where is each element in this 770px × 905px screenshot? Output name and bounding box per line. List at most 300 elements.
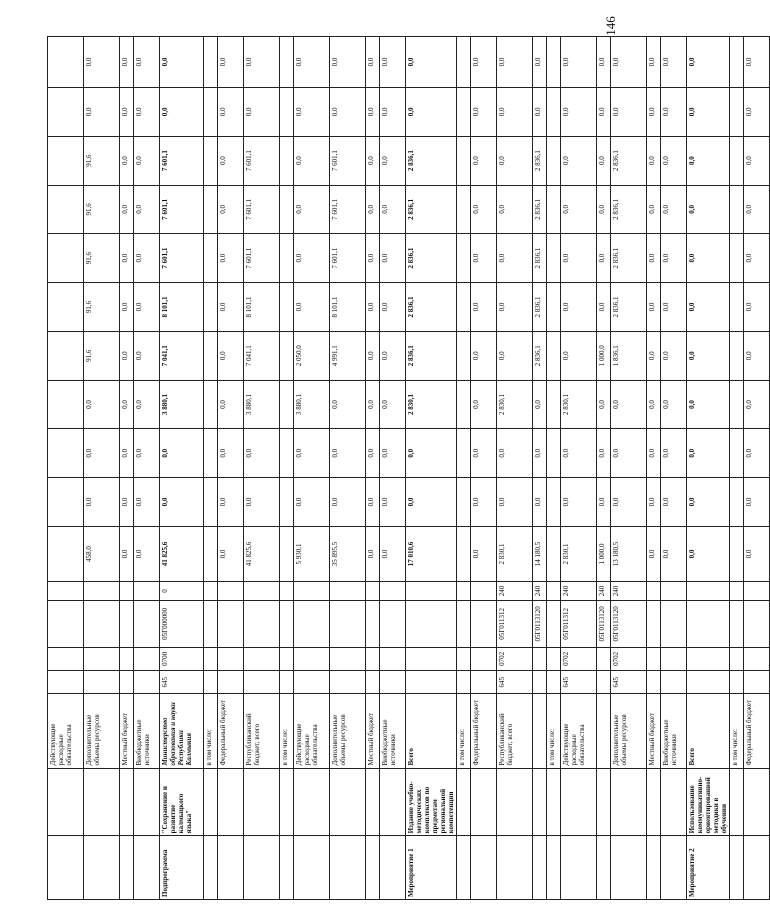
value-cell: 0,0 xyxy=(218,185,244,234)
value-cell xyxy=(457,37,471,88)
value-cell: 0,0 xyxy=(294,37,330,88)
csr-cell xyxy=(730,601,744,648)
csr-cell xyxy=(661,601,687,648)
value-cell: 0,0 xyxy=(218,526,244,581)
value-cell: 91,6 xyxy=(84,185,120,234)
value-cell: 0,0 xyxy=(687,331,730,380)
value-cell: 0,0 xyxy=(120,136,134,185)
rzpr-cell xyxy=(597,647,611,670)
value-cell xyxy=(457,87,471,136)
rzpr-cell xyxy=(294,647,330,670)
value-cell xyxy=(730,478,744,527)
status-cell xyxy=(561,836,597,900)
value-cell: 7 601,1 xyxy=(160,234,204,283)
value-cell: 2 836,1 xyxy=(406,136,457,185)
value-cell: 0,0 xyxy=(380,283,406,332)
value-cell xyxy=(547,380,561,429)
value-cell xyxy=(48,526,84,581)
source-cell xyxy=(533,694,547,768)
value-cell xyxy=(547,331,561,380)
value-cell: 0,0 xyxy=(120,526,134,581)
value-cell: 7 601,1 xyxy=(244,136,280,185)
value-cell: 1 000,0 xyxy=(597,331,611,380)
value-cell xyxy=(547,185,561,234)
value-cell: 0,0 xyxy=(597,380,611,429)
value-cell xyxy=(730,234,744,283)
table-row xyxy=(561,37,597,900)
value-cell xyxy=(730,380,744,429)
title-cell xyxy=(661,768,687,836)
vr-cell xyxy=(687,582,730,601)
rotated-page xyxy=(47,36,753,900)
value-cell: 13 180,5 xyxy=(611,526,647,581)
title-cell xyxy=(533,768,547,836)
value-cell: 0,0 xyxy=(597,283,611,332)
value-cell: 0,0 xyxy=(744,331,770,380)
value-cell xyxy=(457,136,471,185)
status-cell xyxy=(457,836,471,900)
value-cell: 0,0 xyxy=(471,478,497,527)
value-cell: 2 830,1 xyxy=(561,526,597,581)
grbs-cell xyxy=(647,671,661,694)
source-cell xyxy=(597,694,611,768)
value-cell xyxy=(280,380,294,429)
value-cell: 0,0 xyxy=(471,526,497,581)
value-cell: 7 601,1 xyxy=(160,136,204,185)
table-row xyxy=(744,37,770,900)
rzpr-cell xyxy=(547,647,561,670)
value-cell: 0,0 xyxy=(647,136,661,185)
value-cell: 2 836,1 xyxy=(611,283,647,332)
value-cell xyxy=(547,37,561,88)
title-cell xyxy=(134,768,160,836)
value-cell: 0,0 xyxy=(561,331,597,380)
status-cell xyxy=(380,836,406,900)
value-cell xyxy=(547,87,561,136)
csr-cell xyxy=(204,601,218,648)
title-cell xyxy=(380,768,406,836)
value-cell xyxy=(280,37,294,88)
vr-cell xyxy=(134,582,160,601)
value-cell: 0,0 xyxy=(366,87,380,136)
value-cell: 2 836,1 xyxy=(533,185,547,234)
value-cell xyxy=(547,526,561,581)
rzpr-cell xyxy=(661,647,687,670)
title-cell xyxy=(611,768,647,836)
title-cell xyxy=(84,768,120,836)
value-cell xyxy=(204,283,218,332)
source-cell: Местный бюджет xyxy=(120,694,134,768)
value-cell: 0,0 xyxy=(661,283,687,332)
status-cell xyxy=(597,836,611,900)
csr-cell xyxy=(366,601,380,648)
grbs-cell xyxy=(687,671,730,694)
value-cell: 0,0 xyxy=(533,478,547,527)
csr-cell xyxy=(218,601,244,648)
value-cell xyxy=(730,429,744,478)
table-row xyxy=(244,37,280,900)
status-cell: Подпрограмма xyxy=(160,836,204,900)
value-cell: 458,0 xyxy=(84,526,120,581)
vr-cell xyxy=(244,582,280,601)
value-cell xyxy=(48,283,84,332)
value-cell: 0,0 xyxy=(366,136,380,185)
source-cell: Министерство образования и науки Республики Калмыкия xyxy=(160,694,204,768)
value-cell: 0,0 xyxy=(597,478,611,527)
value-cell: 0,0 xyxy=(471,185,497,234)
status-cell xyxy=(218,836,244,900)
value-cell: 0,0 xyxy=(120,185,134,234)
value-cell: 0,0 xyxy=(497,478,533,527)
value-cell: 0,0 xyxy=(406,37,457,88)
value-cell: 2 836,1 xyxy=(406,185,457,234)
value-cell: 0,0 xyxy=(744,283,770,332)
grbs-cell xyxy=(134,671,160,694)
grbs-cell: 645 xyxy=(160,671,204,694)
csr-cell xyxy=(457,601,471,648)
value-cell: 0,0 xyxy=(330,87,366,136)
source-cell: Всего xyxy=(687,694,730,768)
value-cell: 5 930,1 xyxy=(294,526,330,581)
value-cell: 0,0 xyxy=(561,234,597,283)
vr-cell: 0 xyxy=(160,582,204,601)
value-cell: 0,0 xyxy=(120,429,134,478)
table-row xyxy=(547,37,561,900)
value-cell xyxy=(457,331,471,380)
rzpr-cell xyxy=(687,647,730,670)
title-cell: "Сохранение и развитие калмыцкого языка" xyxy=(160,768,204,836)
value-cell: 0,0 xyxy=(661,87,687,136)
value-cell: 14 180,5 xyxy=(533,526,547,581)
value-cell: 0,0 xyxy=(597,87,611,136)
rzpr-cell xyxy=(204,647,218,670)
value-cell: 2 830,1 xyxy=(497,380,533,429)
value-cell: 0,0 xyxy=(561,136,597,185)
vr-cell xyxy=(730,582,744,601)
value-cell: 0,0 xyxy=(561,478,597,527)
value-cell: 0,0 xyxy=(218,87,244,136)
status-cell xyxy=(497,836,533,900)
rzpr-cell: 0702 xyxy=(611,647,647,670)
value-cell: 0,0 xyxy=(380,37,406,88)
table-row xyxy=(533,37,547,900)
value-cell: 0,0 xyxy=(687,283,730,332)
value-cell xyxy=(547,283,561,332)
value-cell: 0,0 xyxy=(647,234,661,283)
value-cell: 0,0 xyxy=(744,478,770,527)
value-cell: 0,0 xyxy=(647,526,661,581)
value-cell xyxy=(730,136,744,185)
value-cell xyxy=(730,37,744,88)
table-row xyxy=(366,37,380,900)
vr-cell xyxy=(280,582,294,601)
title-cell xyxy=(244,768,280,836)
grbs-cell: 645 xyxy=(497,671,533,694)
csr-cell xyxy=(134,601,160,648)
vr-cell xyxy=(547,582,561,601)
value-cell: 2 836,1 xyxy=(406,331,457,380)
vr-cell: 240 xyxy=(611,582,647,601)
value-cell: 0,0 xyxy=(647,37,661,88)
value-cell: 0,0 xyxy=(744,380,770,429)
value-cell: 0,0 xyxy=(687,87,730,136)
table-row xyxy=(597,37,611,900)
table-row xyxy=(160,37,204,900)
value-cell: 0,0 xyxy=(471,234,497,283)
source-cell: Внебюджетные источники xyxy=(661,694,687,768)
value-cell: 0,0 xyxy=(647,87,661,136)
value-cell: 0,0 xyxy=(120,478,134,527)
value-cell: 0,0 xyxy=(160,429,204,478)
value-cell: 0,0 xyxy=(661,234,687,283)
value-cell: 0,0 xyxy=(218,136,244,185)
value-cell xyxy=(547,478,561,527)
grbs-cell xyxy=(533,671,547,694)
grbs-cell xyxy=(661,671,687,694)
value-cell: 0,0 xyxy=(611,87,647,136)
value-cell: 0,0 xyxy=(218,380,244,429)
csr-cell xyxy=(120,601,134,648)
value-cell: 7 041,1 xyxy=(160,331,204,380)
csr-cell xyxy=(647,601,661,648)
value-cell: 0,0 xyxy=(366,380,380,429)
source-cell: в том числе: xyxy=(730,694,744,768)
rzpr-cell xyxy=(730,647,744,670)
rzpr-cell xyxy=(744,647,770,670)
value-cell: 0,0 xyxy=(661,185,687,234)
value-cell: 0,0 xyxy=(647,380,661,429)
value-cell: 0,0 xyxy=(294,87,330,136)
value-cell: 0,0 xyxy=(406,87,457,136)
table-row xyxy=(218,37,244,900)
value-cell: 0,0 xyxy=(134,87,160,136)
value-cell: 0,0 xyxy=(611,478,647,527)
table-row xyxy=(611,37,647,900)
grbs-cell xyxy=(204,671,218,694)
csr-cell xyxy=(244,601,280,648)
value-cell: 0,0 xyxy=(471,380,497,429)
value-cell xyxy=(730,185,744,234)
value-cell: 0,0 xyxy=(380,234,406,283)
title-cell xyxy=(561,768,597,836)
table-row xyxy=(471,37,497,900)
value-cell xyxy=(457,380,471,429)
value-cell: 0,0 xyxy=(120,380,134,429)
value-cell xyxy=(730,87,744,136)
vr-cell xyxy=(744,582,770,601)
title-cell xyxy=(218,768,244,836)
value-cell: 0,0 xyxy=(497,37,533,88)
value-cell: 3 880,1 xyxy=(294,380,330,429)
budget-table xyxy=(47,36,770,900)
value-cell: 4 991,1 xyxy=(330,331,366,380)
grbs-cell xyxy=(730,671,744,694)
value-cell: 0,0 xyxy=(497,429,533,478)
csr-cell xyxy=(380,601,406,648)
title-cell xyxy=(280,768,294,836)
grbs-cell xyxy=(294,671,330,694)
source-cell: в том числе: xyxy=(547,694,561,768)
rzpr-cell xyxy=(406,647,457,670)
csr-cell xyxy=(406,601,457,648)
value-cell: 0,0 xyxy=(561,429,597,478)
value-cell: 7 601,1 xyxy=(330,234,366,283)
value-cell: 0,0 xyxy=(366,37,380,88)
csr-cell xyxy=(280,601,294,648)
value-cell: 0,0 xyxy=(611,37,647,88)
value-cell xyxy=(280,283,294,332)
csr-cell xyxy=(294,601,330,648)
vr-cell xyxy=(406,582,457,601)
value-cell xyxy=(730,283,744,332)
value-cell xyxy=(48,429,84,478)
value-cell: 41 825,6 xyxy=(244,526,280,581)
rzpr-cell xyxy=(218,647,244,670)
value-cell: 41 825,6 xyxy=(160,526,204,581)
value-cell: 0,0 xyxy=(497,185,533,234)
value-cell: 0,0 xyxy=(497,87,533,136)
vr-cell xyxy=(366,582,380,601)
vr-cell xyxy=(48,582,84,601)
value-cell xyxy=(280,526,294,581)
csr-cell xyxy=(48,601,84,648)
status-cell xyxy=(647,836,661,900)
rzpr-cell xyxy=(457,647,471,670)
value-cell: 0,0 xyxy=(497,234,533,283)
status-cell xyxy=(471,836,497,900)
value-cell: 0,0 xyxy=(134,136,160,185)
grbs-cell xyxy=(744,671,770,694)
value-cell: 0,0 xyxy=(244,87,280,136)
csr-cell: 05Г0113120 xyxy=(597,601,611,648)
value-cell xyxy=(204,87,218,136)
value-cell: 0,0 xyxy=(471,429,497,478)
page-number: 146 xyxy=(602,16,618,36)
value-cell: 0,0 xyxy=(533,429,547,478)
value-cell: 91,6 xyxy=(84,136,120,185)
table-row xyxy=(647,37,661,900)
value-cell: 0,0 xyxy=(611,429,647,478)
value-cell: 0,0 xyxy=(294,478,330,527)
title-cell: Использование коммуникативно-ориентированной методики в обучении xyxy=(687,768,730,836)
value-cell: 0,0 xyxy=(687,185,730,234)
rzpr-cell xyxy=(84,647,120,670)
rzpr-cell: 0702 xyxy=(497,647,533,670)
grbs-cell xyxy=(48,671,84,694)
grbs-cell xyxy=(457,671,471,694)
vr-cell xyxy=(204,582,218,601)
value-cell: 8 101,1 xyxy=(160,283,204,332)
value-cell: 0,0 xyxy=(366,526,380,581)
vr-cell xyxy=(120,582,134,601)
csr-cell: 05Г011312 xyxy=(561,601,597,648)
value-cell: 2 836,1 xyxy=(611,185,647,234)
value-cell: 0,0 xyxy=(406,478,457,527)
value-cell: 0,0 xyxy=(533,87,547,136)
value-cell xyxy=(280,478,294,527)
value-cell xyxy=(204,136,218,185)
value-cell: 0,0 xyxy=(380,478,406,527)
value-cell: 0,0 xyxy=(120,87,134,136)
value-cell: 0,0 xyxy=(330,37,366,88)
vr-cell xyxy=(218,582,244,601)
value-cell: 0,0 xyxy=(661,429,687,478)
csr-cell xyxy=(744,601,770,648)
value-cell: 0,0 xyxy=(687,478,730,527)
source-cell: Всего xyxy=(406,694,457,768)
table-row xyxy=(661,37,687,900)
status-cell: Мероприятие 2 xyxy=(687,836,730,900)
value-cell: 0,0 xyxy=(366,283,380,332)
grbs-cell xyxy=(244,671,280,694)
value-cell: 0,0 xyxy=(84,429,120,478)
csr-cell xyxy=(84,601,120,648)
value-cell: 0,0 xyxy=(471,331,497,380)
vr-cell xyxy=(471,582,497,601)
status-cell xyxy=(744,836,770,900)
value-cell xyxy=(457,526,471,581)
value-cell xyxy=(48,185,84,234)
value-cell: 0,0 xyxy=(497,331,533,380)
value-cell: 0,0 xyxy=(244,478,280,527)
value-cell: 0,0 xyxy=(647,185,661,234)
csr-cell xyxy=(687,601,730,648)
status-cell xyxy=(244,836,280,900)
value-cell: 0,0 xyxy=(744,234,770,283)
table-row xyxy=(457,37,471,900)
grbs-cell xyxy=(218,671,244,694)
value-cell: 0,0 xyxy=(687,380,730,429)
vr-cell: 240 xyxy=(533,582,547,601)
value-cell xyxy=(204,478,218,527)
value-cell: 91,6 xyxy=(84,283,120,332)
value-cell: 7 041,1 xyxy=(244,331,280,380)
value-cell: 0,0 xyxy=(597,185,611,234)
rzpr-cell xyxy=(330,647,366,670)
rzpr-cell xyxy=(380,647,406,670)
value-cell xyxy=(204,331,218,380)
grbs-cell xyxy=(547,671,561,694)
source-cell: Республиканский бюджет, всего xyxy=(244,694,280,768)
rzpr-cell xyxy=(134,647,160,670)
value-cell xyxy=(48,234,84,283)
status-cell xyxy=(730,836,744,900)
value-cell: 0,0 xyxy=(84,380,120,429)
value-cell: 3 880,1 xyxy=(244,380,280,429)
value-cell: 0,0 xyxy=(134,526,160,581)
value-cell: 2 836,1 xyxy=(533,136,547,185)
status-cell xyxy=(120,836,134,900)
status-cell: Мероприятие 1 xyxy=(406,836,457,900)
value-cell xyxy=(730,526,744,581)
value-cell xyxy=(204,380,218,429)
value-cell: 2 836,1 xyxy=(533,234,547,283)
value-cell xyxy=(204,429,218,478)
table-row xyxy=(84,37,120,900)
source-cell: Дополнительные объемы ресурсов xyxy=(84,694,120,768)
value-cell: 0,0 xyxy=(744,87,770,136)
title-cell xyxy=(730,768,744,836)
value-cell: 0,0 xyxy=(380,429,406,478)
source-cell: в том числе: xyxy=(204,694,218,768)
value-cell: 0,0 xyxy=(647,331,661,380)
csr-cell: 05Г011312 xyxy=(497,601,533,648)
value-cell: 0,0 xyxy=(366,478,380,527)
vr-cell: 240 xyxy=(597,582,611,601)
value-cell: 2 830,1 xyxy=(561,380,597,429)
value-cell xyxy=(457,283,471,332)
value-cell: 0,0 xyxy=(687,526,730,581)
